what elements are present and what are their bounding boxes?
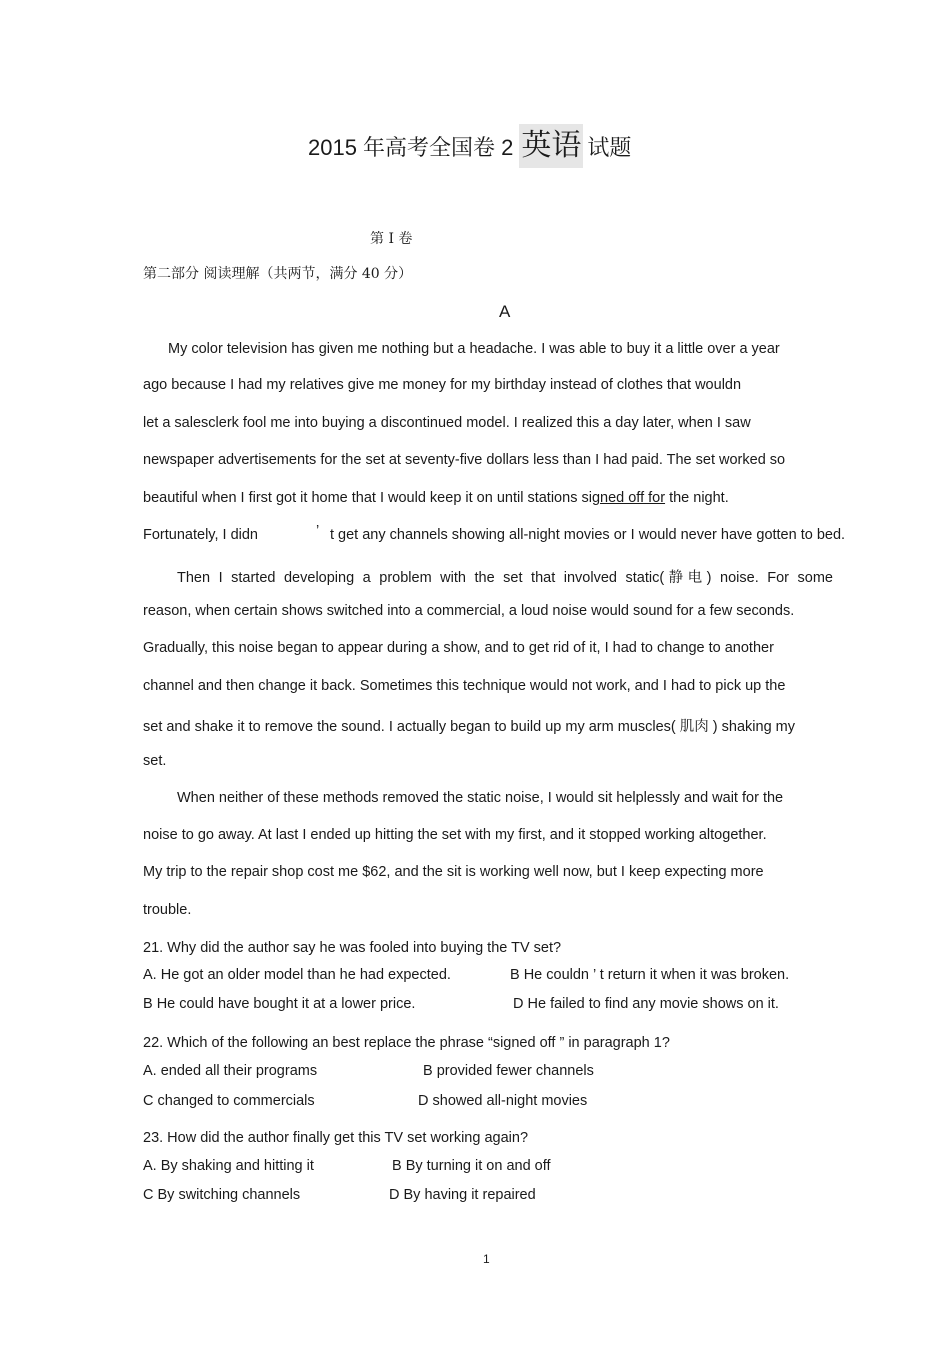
passage-line: reason, when certain shows switched into a commercial, a loud noise would sound for a few seconds.	[143, 603, 795, 619]
page-title	[308, 124, 631, 168]
option-b: B provided fewer channels	[423, 1063, 594, 1079]
passage-line: channel and then change it back. Sometimes this technique would not work, and I had to pick up the	[143, 678, 786, 694]
underlined-phrase: ned off for	[600, 490, 666, 506]
option-a: A. He got an older model than he had expected.	[143, 967, 451, 983]
option-a: A. By shaking and hitting it	[143, 1158, 314, 1174]
option-a: A. ended all their programs	[143, 1063, 318, 1079]
question-stem: 21. Why did the author say he was fooled into buying the TV set?	[143, 940, 562, 956]
passage-line: let a salesclerk fool me into buying a discontinued model. I realized this a day later, when I saw	[143, 415, 751, 431]
passage-line: My color television has given me nothing but a headache. I was able to buy it a little over a year	[168, 341, 780, 357]
option-d: D By having it repaired	[389, 1187, 536, 1203]
passage-line: t get any channels showing all-night movies or I would never have gotten to bed.	[330, 527, 846, 543]
apostrophe-mark: ’	[316, 523, 320, 539]
passage-line: Gradually, this noise began to appear during a show, and to get rid of it, I had to change to another	[143, 640, 774, 656]
passage-line: ago because I had my relatives give me money for my birthday instead of clothes that wouldn	[143, 377, 742, 393]
option-d: D showed all-night movies	[418, 1093, 588, 1109]
section-heading: A	[499, 302, 511, 321]
option-c: C changed to commercials	[143, 1093, 315, 1109]
title-highlight: 英语	[519, 124, 583, 168]
question-stem: 22. Which of the following an best replace the phrase “signed off ” in paragraph 1?	[143, 1035, 670, 1051]
volume-heading: 第 I 卷	[370, 231, 413, 247]
passage-line: My trip to the repair shop cost me $62, and the sit is working well now, but I keep expecting more	[143, 864, 764, 880]
title-prefix: 2015 年高考全国卷 2	[308, 134, 514, 160]
part-heading: 第二部分 阅读理解（共两节，满分 40 分）	[143, 266, 413, 282]
passage-text: beautiful when I first got it home that I would keep it on until stations sig	[143, 490, 601, 506]
option-c: B He could have bought it at a lower price.	[143, 996, 416, 1012]
passage-text: the night.	[665, 490, 729, 506]
passage-line: trouble.	[143, 902, 192, 918]
passage-line: newspaper advertisements for the set at seventy-five dollars less than I had paid. The set worked so	[143, 452, 786, 468]
passage-line: Then I started developing a problem with the set that involved static(静电) noise. For some	[177, 570, 833, 586]
passage-line	[143, 490, 729, 506]
option-c: C By switching channels	[143, 1187, 301, 1203]
option-d: D He failed to find any movie shows on it.	[513, 996, 779, 1012]
option-b: B He couldn ’ t return it when it was broken.	[510, 967, 790, 983]
passage-line: When neither of these methods removed the static noise, I would sit helplessly and wait for the	[177, 790, 784, 806]
option-b: B By turning it on and off	[392, 1158, 551, 1174]
passage-line: set and shake it to remove the sound. I actually began to build up my arm muscles( 肌肉 ) shaking my	[143, 719, 795, 735]
title-suffix: 试题	[587, 134, 632, 160]
passage-line: set.	[143, 753, 167, 769]
question-stem: 23. How did the author finally get this TV set working again?	[143, 1130, 529, 1146]
passage-line: Fortunately, I didn	[143, 527, 258, 543]
passage-line: noise to go away. At last I ended up hitting the set with my first, and it stopped working altogether.	[143, 827, 767, 843]
page-number: 1	[483, 1252, 490, 1266]
